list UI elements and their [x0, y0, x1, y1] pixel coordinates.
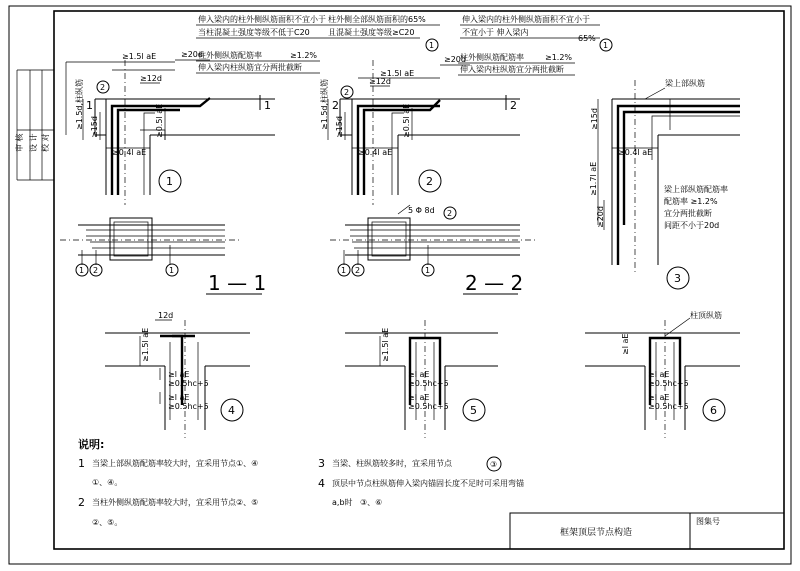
sec1-callout-1b-text: 1 [169, 266, 175, 275]
notes [78, 437, 524, 527]
node1-dim-04: ≥0.4l aE [112, 148, 147, 157]
section-2-2 [330, 205, 535, 295]
notes-heading: 说明: [78, 438, 105, 451]
sheet-label: 图集号 [696, 517, 720, 526]
node1-note-f: 伸入梁内柱纵筋宜分两批截断 [198, 63, 302, 72]
node-2 [319, 14, 612, 205]
section-1-1 [60, 218, 266, 295]
node6-dim-c: ≥l aE [648, 393, 670, 402]
note1-refs: ①、④。 [92, 478, 123, 487]
node2-dim-12d: ≥12d [369, 77, 391, 86]
node1-note-pct: ≥1.2% [290, 51, 318, 60]
node1-dim-12d: ≥12d [140, 74, 162, 83]
node1-note-callout-text: 1 [429, 41, 435, 50]
note3-text: 当梁、柱纵筋较多时，宜采用节点 [332, 459, 452, 468]
node6-number: 6 [710, 404, 717, 417]
node2-callout-2-text: 2 [344, 88, 350, 97]
node1-note-b: 柱外侧全部纵筋面积的65% [328, 15, 426, 24]
node3-note-c: 宜分两批截断 [664, 209, 712, 218]
title-block-text: 框架顶层节点构造 [560, 528, 633, 538]
node3-note-a: 梁上部纵筋配筋率 [664, 185, 728, 194]
node1-note-d: 且混凝土强度等级≥C20 [328, 28, 415, 37]
node1-callout-2-text: 2 [100, 83, 106, 92]
note4-refs: ③、⑥ [360, 498, 383, 507]
node3-dim-15d: ≥15d [590, 108, 599, 130]
node4-dim-a: ≥l aE [168, 370, 190, 379]
node6-dim-a: ≥l aE [648, 370, 670, 379]
node2-dim-04: ≥0.4l aE [358, 148, 393, 157]
node6-dim-side: ≥l aE [621, 333, 630, 355]
node1-note-a: 伸入梁内的柱外侧纵筋面积不宜小于 [198, 15, 326, 24]
node4-dim-top: 12d [158, 311, 174, 320]
node1-beam-label: 1 [264, 99, 271, 112]
node1-note-c: 当柱混凝土强度等级不低于C20 [198, 28, 310, 37]
binding-strip [14, 70, 54, 180]
sec2-callout-1-text: 1 [341, 266, 347, 275]
node2-note-callout-text: 1 [603, 41, 609, 50]
node1-dim-top-long: ≥1.5l aE [122, 52, 157, 61]
node-5 [345, 320, 498, 438]
node3-dim-04: ≥0.4l aE [618, 148, 653, 157]
node1-number: 1 [166, 175, 173, 188]
node3-note-d: 间距不小于20d [664, 221, 720, 230]
node5-dim-b: ≥0.5hc+5 [408, 379, 449, 388]
node5-dim-side: ≥1.5l aE [381, 327, 390, 362]
sec2-callout-1b-text: 1 [425, 266, 431, 275]
node6-dim-top: 柱顶纵筋 [690, 311, 722, 320]
section-2-callout-text: 5 Φ 8d [408, 206, 435, 215]
node2-note-c: 伸入梁内的柱外侧纵筋面积不宜小于 [462, 15, 590, 24]
note2-num: 2 [78, 496, 85, 509]
node2-beam-label: 2 [510, 99, 517, 112]
node3-note-b: 配筋率 ≥1.2% [664, 197, 718, 206]
node5-dim-a: ≥l aE [408, 370, 430, 379]
svg-text:校 对: 校 对 [41, 133, 50, 152]
note2-refs: ②、⑤。 [92, 518, 123, 527]
svg-text:设 计: 设 计 [29, 133, 38, 152]
node1-dim-top-short: ≥20d [181, 50, 203, 59]
sec2-callout-top-text: 2 [447, 209, 453, 218]
node4-dim-side: ≥1.5l aE [141, 327, 150, 362]
node2-dim-side: ≥1.5d,柱纵筋 [320, 78, 329, 130]
node2-dim-05: ≥0.5l aE [402, 103, 411, 138]
node2-note-e: 伸入梁内柱纵筋宜分两批截断 [460, 65, 564, 74]
note4-text: 顶层中节点柱纵筋伸入梁内锚固长度不足时可采用弯锚 [332, 479, 524, 488]
sec2-callout-2-text: 2 [355, 266, 361, 275]
note1-num: 1 [78, 457, 85, 470]
title-block [510, 513, 784, 549]
node1-dim-05: ≥0.5l aE [155, 103, 164, 138]
node5-dim-d: ≥0.5hc+5 [408, 402, 449, 411]
node5-dim-c: ≥l aE [408, 393, 430, 402]
node2-note-b: 不宜小于 伸入梁内 [462, 28, 529, 37]
node4-dim-d: ≥0.5hc+5 [168, 402, 209, 411]
node4-dim-c: ≥l aE [168, 393, 190, 402]
note3-ref: ③ [490, 460, 498, 469]
node6-dim-d: ≥0.5hc+5 [648, 402, 689, 411]
note3-num: 3 [318, 457, 325, 470]
section-2-label: 2 — 2 [465, 271, 524, 295]
sec1-callout-2-text: 2 [93, 266, 99, 275]
node2-number: 2 [426, 175, 433, 188]
node-3 [589, 78, 740, 289]
node2-note-d: 柱外侧纵筋配筋率 [460, 53, 524, 62]
node2-note-pct-a: 65% [578, 34, 596, 43]
node2-dim-top-long: ≥1.5l aE [380, 69, 415, 78]
note2-text: 当柱外侧纵筋配筋率较大时，宜采用节点②、⑤ [92, 498, 259, 507]
node3-top-label: 梁上部纵筋 [665, 79, 705, 88]
node2-beam-label-left: 2 [332, 99, 339, 112]
note4-prefix: a,b时 [332, 498, 353, 507]
svg-text:审 核: 审 核 [15, 133, 24, 152]
node4-dim-b: ≥0.5hc+5 [168, 379, 209, 388]
node4-number: 4 [228, 404, 235, 417]
node6-dim-b: ≥0.5hc+5 [648, 379, 689, 388]
note4-num: 4 [318, 477, 325, 490]
section-1-label: 1 — 1 [208, 271, 267, 295]
node1-dim-side: ≥1.5d,柱纵筋 [75, 78, 84, 130]
node-6 [585, 310, 740, 438]
node1-dim-15d: ≥15d [90, 116, 99, 138]
node2-note-pct: ≥1.2% [545, 53, 573, 62]
node-4 [105, 311, 250, 438]
node3-dim-17: ≥1.7l aE [589, 161, 598, 196]
node1-note-e: 柱外侧纵筋配筋率 [198, 51, 262, 60]
node5-number: 5 [470, 404, 477, 417]
node3-dim-20d: ≥20d [596, 206, 605, 228]
node2-dim-15d: ≥15d [335, 116, 344, 138]
note1-text: 当梁上部纵筋配筋率较大时，宜采用节点①、④ [92, 459, 259, 468]
node1-beam-label-left: 1 [86, 99, 93, 112]
node3-number: 3 [674, 272, 681, 285]
node2-dim-top-short: ≥20d [444, 55, 466, 64]
sec1-callout-1-text: 1 [79, 266, 85, 275]
